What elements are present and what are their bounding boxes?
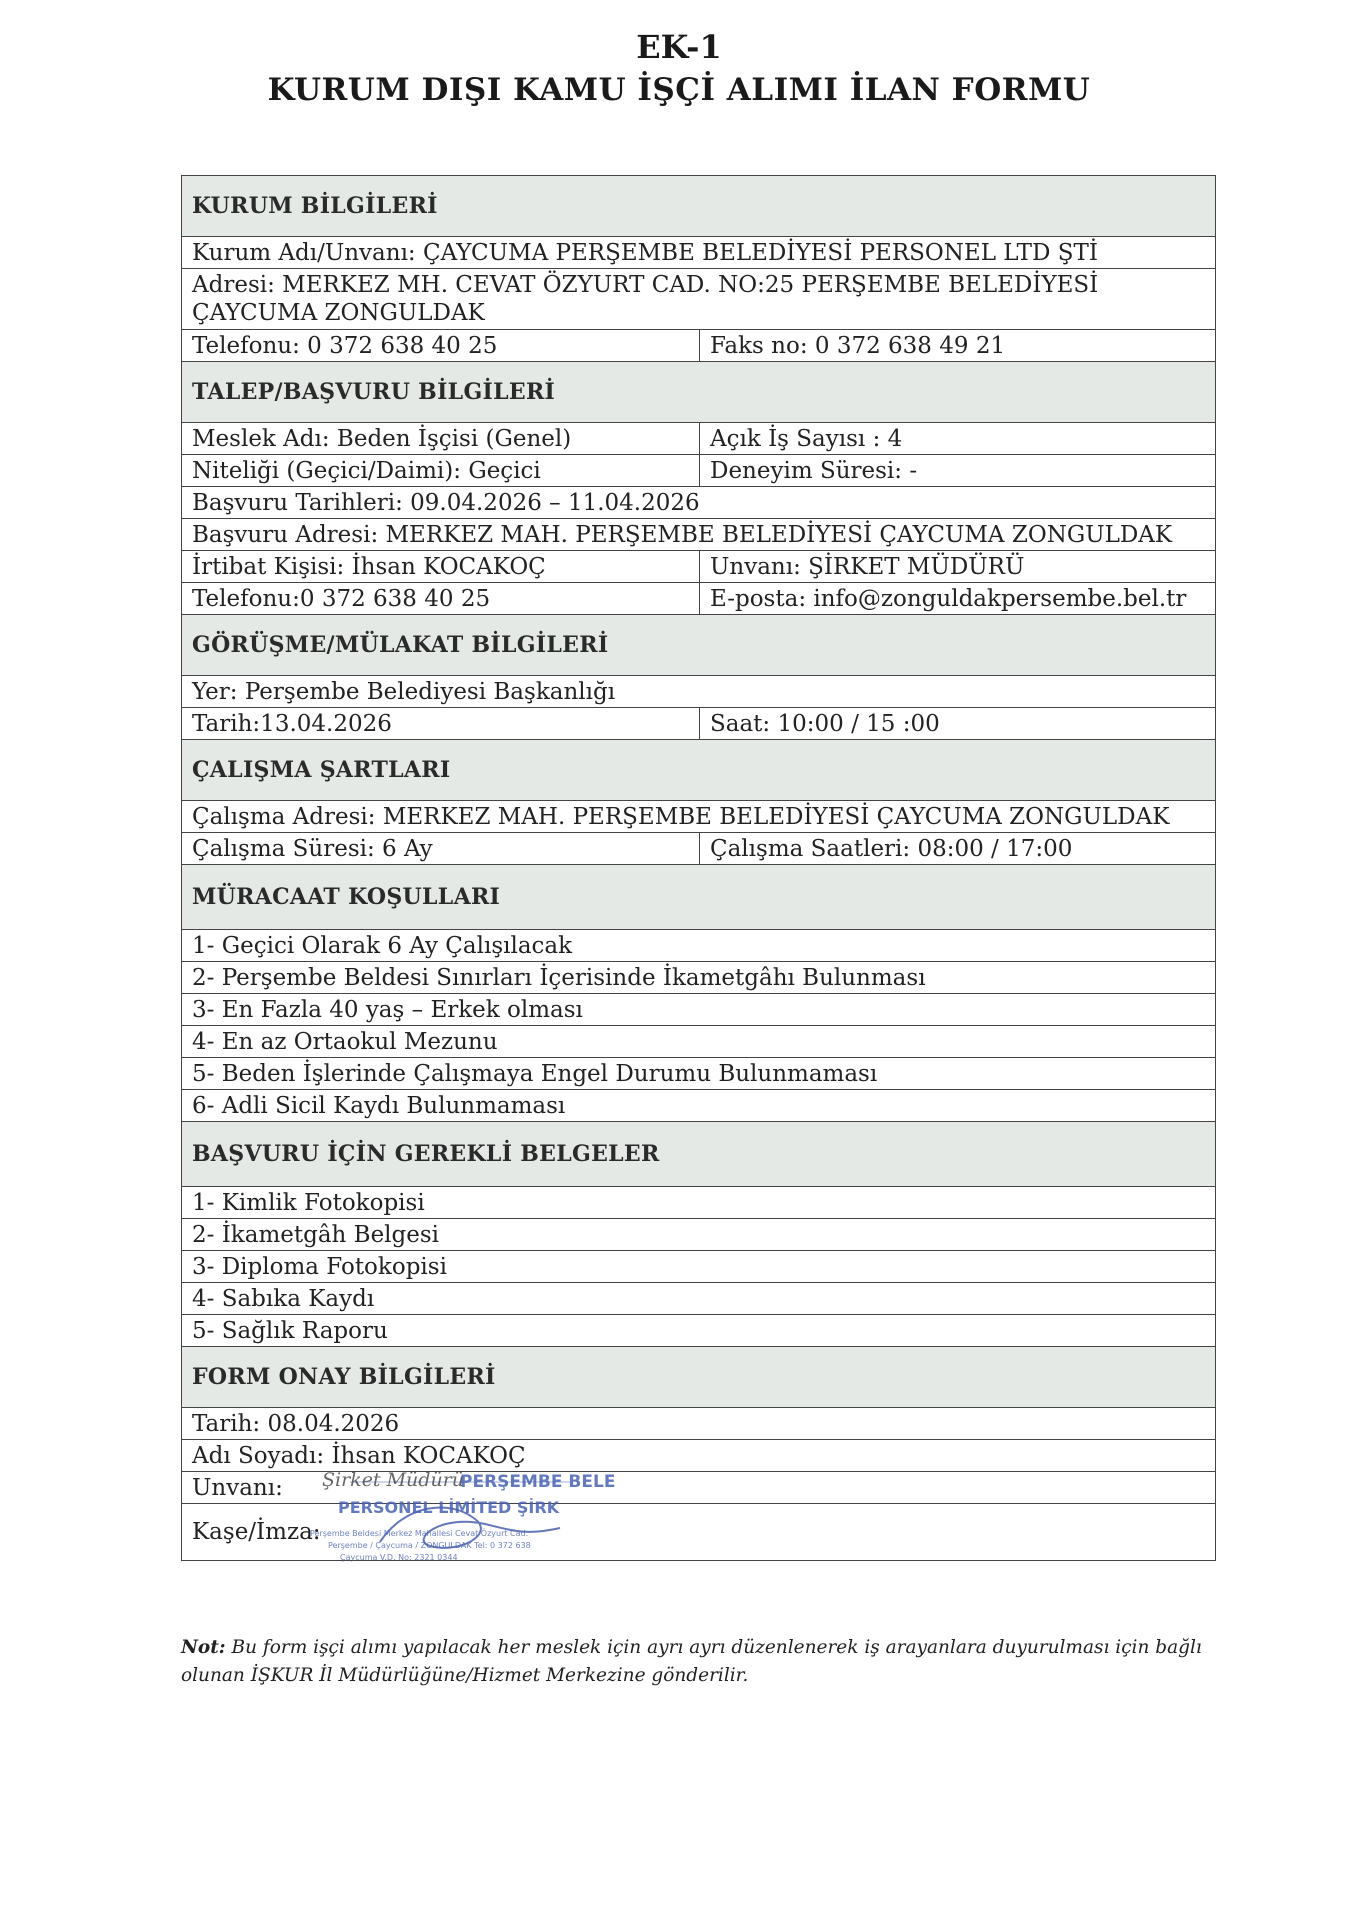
- document-item: 1- Kimlik Fotokopisi: [182, 1187, 1216, 1219]
- contact-person: İrtibat Kişisi: İhsan KOCAKOÇ: [182, 551, 700, 583]
- section-header-kurum: [182, 176, 1216, 237]
- note-text: Bu form işçi alımı yapılacak her meslek için ayrı ayrı düzenlenerek iş arayanlara duyurulması için bağlı olunan İŞKUR İl Müdürlüğüne/Hizmet Merkezine gönderilir.: [181, 1637, 1202, 1686]
- document-item: 5- Sağlık Raporu: [182, 1315, 1216, 1347]
- section-title: KURUM BİLGİLERİ: [182, 176, 1216, 237]
- approval-name: Adı Soyadı: İhsan KOCAKOÇ: [182, 1440, 1216, 1472]
- section-title: BAŞVURU İÇİN GEREKLİ BELGELER: [182, 1122, 1216, 1187]
- approval-date: Tarih: 08.04.2026: [182, 1408, 1216, 1440]
- stamp-line-1: PERŞEMBE BELE: [460, 1472, 616, 1492]
- work-hours: Çalışma Saatleri: 08:00 / 17:00: [700, 833, 1216, 865]
- institution-name: Kurum Adı/Unvanı: ÇAYCUMA PERŞEMBE BELEDİYESİ PERSONEL LTD ŞTİ: [182, 237, 1216, 269]
- condition-item: 5- Beden İşlerinde Çalışmaya Engel Durumu Bulunmaması: [182, 1058, 1216, 1090]
- section-header-calisma: [182, 740, 1216, 801]
- form-title: KURUM DIŞI KAMU İŞÇİ ALIMI İLAN FORMU: [267, 72, 1091, 108]
- section-header-muracaat: [182, 865, 1216, 930]
- approval-title: Unvanı:: [182, 1472, 1216, 1504]
- condition-item: 6- Adli Sicil Kaydı Bulunmaması: [182, 1090, 1216, 1122]
- contact-title: Unvanı: ŞİRKET MÜDÜRÜ: [700, 551, 1216, 583]
- stamp-title: Şirket Müdürü: [322, 1469, 465, 1491]
- occupation-name: Meslek Adı: Beden İşçisi (Genel): [182, 423, 700, 455]
- section-title: ÇALIŞMA ŞARTLARI: [182, 740, 1216, 801]
- company-stamp: [310, 1464, 616, 1564]
- stamp-address-1: Perşembe Beldesi Merkez Mahallesi Cevat Özyurt Cad.: [310, 1529, 529, 1538]
- document-item: 3- Diploma Fotokopisi: [182, 1251, 1216, 1283]
- position-type: Niteliği (Geçici/Daimi): Geçici: [182, 455, 700, 487]
- open-positions: Açık İş Sayısı : 4: [700, 423, 1216, 455]
- institution-address: Adresi: MERKEZ MH. CEVAT ÖZYURT CAD. NO:25 PERŞEMBE BELEDİYESİ ÇAYCUMA ZONGULDAK: [182, 269, 1216, 330]
- section-header-belgeler: [182, 1122, 1216, 1187]
- section-header-talep: [182, 362, 1216, 423]
- condition-item: 4- En az Ortaokul Mezunu: [182, 1026, 1216, 1058]
- note-label: Not:: [181, 1637, 226, 1658]
- form-note: [181, 1634, 1221, 1690]
- stamp-address-2: Perşembe / Çaycuma / ZONGULDAK Tel: 0 372 638: [328, 1541, 531, 1550]
- institution-fax: Faks no: 0 372 638 49 21: [700, 330, 1216, 362]
- section-title: MÜRACAAT KOŞULLARI: [182, 865, 1216, 930]
- section-header-onay: [182, 1347, 1216, 1408]
- application-address: Başvuru Adresi: MERKEZ MAH. PERŞEMBE BELEDİYESİ ÇAYCUMA ZONGULDAK: [182, 519, 1216, 551]
- section-title: FORM ONAY BİLGİLERİ: [182, 1347, 1216, 1408]
- stamp-tax-no: Çaycuma V.D. No: 2321 0344: [340, 1553, 458, 1562]
- interview-date: Tarih:13.04.2026: [182, 708, 700, 740]
- contact-phone: Telefonu:0 372 638 40 25: [182, 583, 700, 615]
- document-item: 2- İkametgâh Belgesi: [182, 1219, 1216, 1251]
- work-duration: Çalışma Süresi: 6 Ay: [182, 833, 700, 865]
- annex-label: EK-1: [636, 28, 722, 66]
- section-title: TALEP/BAŞVURU BİLGİLERİ: [182, 362, 1216, 423]
- condition-item: 1- Geçici Olarak 6 Ay Çalışılacak: [182, 930, 1216, 962]
- condition-item: 2- Perşembe Beldesi Sınırları İçerisinde İkametgâhı Bulunması: [182, 962, 1216, 994]
- section-title: GÖRÜŞME/MÜLAKAT BİLGİLERİ: [182, 615, 1216, 676]
- announcement-form: [181, 175, 1216, 1561]
- contact-email: E-posta: info@zonguldakpersembe.bel.tr: [700, 583, 1216, 615]
- interview-location: Yer: Perşembe Belediyesi Başkanlığı: [182, 676, 1216, 708]
- document-item: 4- Sabıka Kaydı: [182, 1283, 1216, 1315]
- stamp-signature-label: Kaşe/İmza:: [192, 1519, 321, 1545]
- experience-duration: Deneyim Süresi: -: [700, 455, 1216, 487]
- interview-time: Saat: 10:00 / 15 :00: [700, 708, 1216, 740]
- condition-item: 3- En Fazla 40 yaş – Erkek olması: [182, 994, 1216, 1026]
- application-dates: Başvuru Tarihleri: 09.04.2026 – 11.04.2026: [182, 487, 1216, 519]
- institution-phone: Telefonu: 0 372 638 40 25: [182, 330, 700, 362]
- work-address: Çalışma Adresi: MERKEZ MAH. PERŞEMBE BELEDİYESİ ÇAYCUMA ZONGULDAK: [182, 801, 1216, 833]
- section-header-gorusme: [182, 615, 1216, 676]
- stamp-line-2: PERSONEL LİMİTED ŞİRK: [338, 1498, 560, 1517]
